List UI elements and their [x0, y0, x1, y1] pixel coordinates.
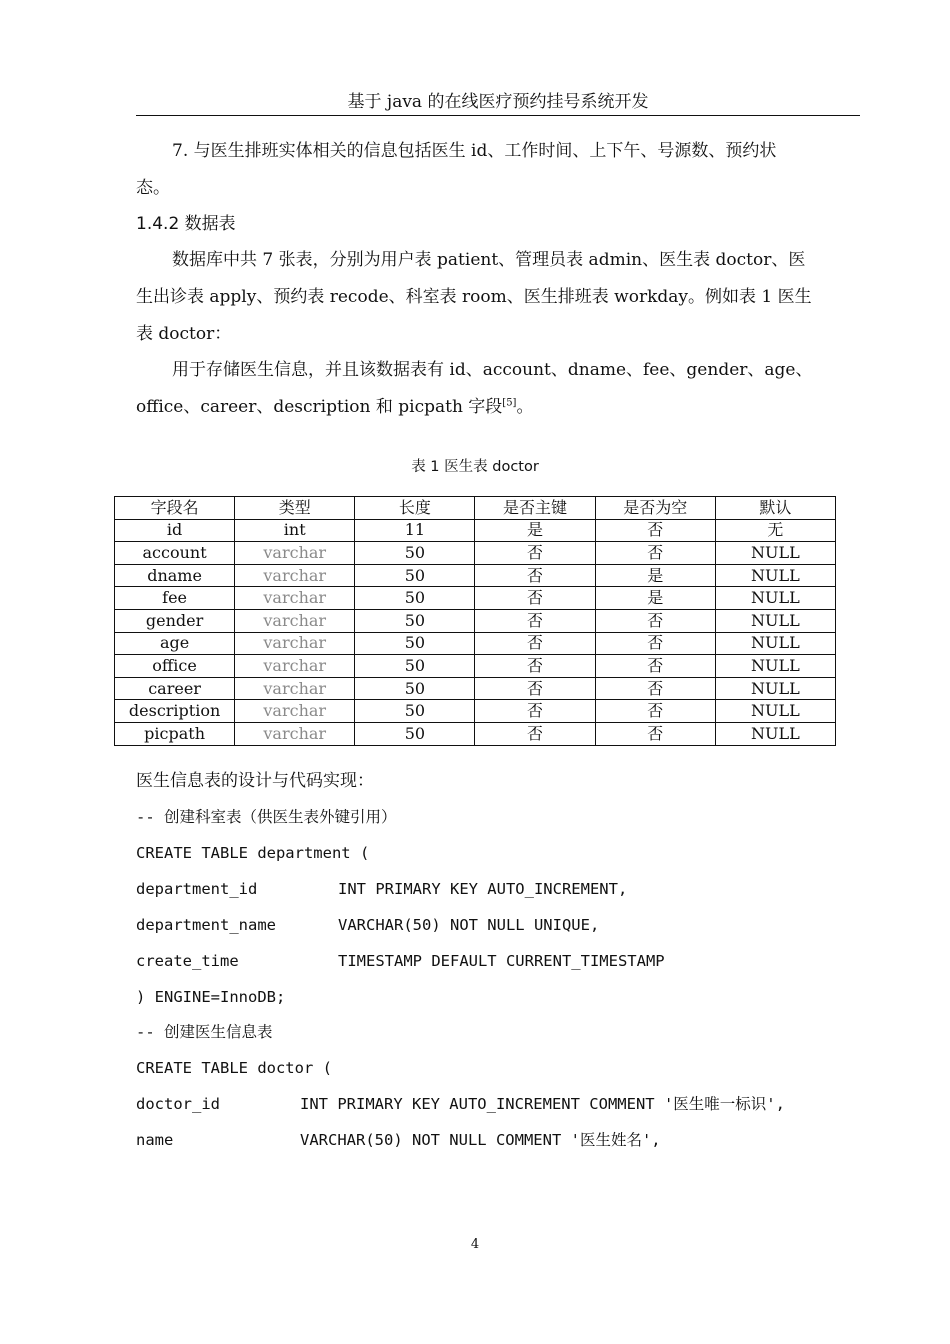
table-cell: career	[115, 677, 235, 700]
table-cell: varchar	[235, 587, 355, 610]
table-cell: 否	[595, 542, 715, 565]
table-cell: 是	[595, 564, 715, 587]
table-cell: 50	[355, 700, 475, 723]
table-cell: picpath	[115, 722, 235, 745]
table-cell: varchar	[235, 564, 355, 587]
para1-line1: 数据库中共 7 张表，分别为用户表 patient、管理员表 admin、医生表 doctor、医	[172, 250, 806, 270]
page-header: 基于 java 的在线医疗预约挂号系统开发	[347, 92, 649, 112]
table-cell: 否	[475, 542, 595, 565]
para2-end: 。	[516, 397, 534, 417]
header-cell: 类型	[235, 497, 355, 520]
table-row	[115, 542, 836, 565]
table-cell: NULL	[715, 542, 835, 565]
table-cell: dname	[115, 564, 235, 587]
table-cell: varchar	[235, 542, 355, 565]
code-create-department: CREATE TABLE department (	[136, 844, 370, 862]
table-row	[115, 632, 836, 655]
table-cell: 11	[355, 519, 475, 542]
code-name-name: name	[136, 1131, 174, 1149]
table-cell: 否	[595, 677, 715, 700]
table-cell: int	[235, 519, 355, 542]
table-cell: NULL	[715, 609, 835, 632]
page-number: 4	[470, 1237, 480, 1252]
table-cell: 50	[355, 609, 475, 632]
table-row	[115, 564, 836, 587]
table-cell: 否	[475, 564, 595, 587]
table-cell: NULL	[715, 655, 835, 678]
table-cell: gender	[115, 609, 235, 632]
code-comment-department: -- 创建科室表（供医生表外键引用）	[136, 808, 397, 826]
table-cell: 50	[355, 564, 475, 587]
table-cell: NULL	[715, 677, 835, 700]
table-header-row	[115, 497, 836, 520]
table-cell: 50	[355, 542, 475, 565]
para2-line2	[136, 395, 533, 419]
code-doctor-id-name: doctor_id	[136, 1095, 220, 1113]
table-row	[115, 677, 836, 700]
header-cell: 是否为空	[595, 497, 715, 520]
table-cell: 50	[355, 722, 475, 745]
table-cell: 50	[355, 677, 475, 700]
code-create-time-name: create_time	[136, 952, 239, 970]
code-name-def: VARCHAR(50) NOT NULL COMMENT '医生姓名',	[300, 1131, 661, 1149]
table-cell: 否	[595, 722, 715, 745]
table-cell: NULL	[715, 722, 835, 745]
item7-line2: 态。	[136, 178, 170, 198]
table-row	[115, 722, 836, 745]
table-caption: 表 1 医生表 doctor	[411, 459, 539, 475]
header-cell: 长度	[355, 497, 475, 520]
table-cell: 否	[475, 587, 595, 610]
code-comment-doctor: -- 创建医生信息表	[136, 1023, 273, 1041]
table-cell: 50	[355, 587, 475, 610]
doctor-fields-table	[114, 496, 836, 746]
citation: [5]	[502, 397, 517, 409]
table-cell: 否	[595, 519, 715, 542]
table-cell: varchar	[235, 722, 355, 745]
table-cell: 否	[475, 677, 595, 700]
table-cell: age	[115, 632, 235, 655]
code-create-doctor: CREATE TABLE doctor (	[136, 1059, 332, 1077]
code-dept-id-name: department_id	[136, 880, 258, 898]
table-cell: varchar	[235, 677, 355, 700]
table-row	[115, 609, 836, 632]
table-cell: varchar	[235, 655, 355, 678]
code-engine: ) ENGINE=InnoDB;	[136, 988, 286, 1006]
code-dept-id-def: INT PRIMARY KEY AUTO_INCREMENT,	[338, 880, 628, 898]
para1-line3: 表 doctor：	[136, 324, 232, 344]
table-cell: 50	[355, 655, 475, 678]
table-row	[115, 587, 836, 610]
item7-line1: 7. 与医生排班实体相关的信息包括医生 id、工作时间、上下午、号源数、预约状	[172, 141, 777, 161]
code-create-time-def: TIMESTAMP DEFAULT CURRENT_TIMESTAMP	[338, 952, 665, 970]
table-cell: 无	[715, 519, 835, 542]
table-cell: 是	[475, 519, 595, 542]
table-cell: 否	[475, 700, 595, 723]
code-dept-name-def: VARCHAR(50) NOT NULL UNIQUE,	[338, 916, 600, 934]
table-cell: 否	[475, 655, 595, 678]
para2-line1: 用于存储医生信息，并且该数据表有 id、account、dname、fee、gender、age、	[172, 360, 813, 380]
table-cell: id	[115, 519, 235, 542]
table-cell: varchar	[235, 700, 355, 723]
table-cell: 否	[595, 655, 715, 678]
table-cell: account	[115, 542, 235, 565]
section-heading: 1.4.2 数据表	[136, 214, 236, 234]
table-cell: fee	[115, 587, 235, 610]
code-intro: 医生信息表的设计与代码实现：	[136, 771, 374, 791]
table-cell: 否	[475, 632, 595, 655]
table-cell: NULL	[715, 587, 835, 610]
table-cell: 是	[595, 587, 715, 610]
table-row	[115, 700, 836, 723]
para1-line2: 生出诊表 apply、预约表 recode、科室表 room、医生排班表 workday。例如表 1 医生	[136, 287, 812, 307]
table-cell: office	[115, 655, 235, 678]
table-cell: NULL	[715, 632, 835, 655]
table-cell: 否	[475, 722, 595, 745]
para2-text: office、career、description 和 picpath 字段	[136, 397, 503, 417]
header-cell: 字段名	[115, 497, 235, 520]
table-cell: varchar	[235, 632, 355, 655]
table-row	[115, 519, 836, 542]
table-cell: varchar	[235, 609, 355, 632]
table-cell: 否	[595, 700, 715, 723]
header-cell: 默认	[715, 497, 835, 520]
table-cell: NULL	[715, 564, 835, 587]
table-cell: description	[115, 700, 235, 723]
table-cell: 否	[595, 609, 715, 632]
table-row	[115, 655, 836, 678]
code-dept-name-name: department_name	[136, 916, 276, 934]
table-cell: 否	[595, 632, 715, 655]
table-cell: 否	[475, 609, 595, 632]
table-cell: NULL	[715, 700, 835, 723]
code-doctor-id-def: INT PRIMARY KEY AUTO_INCREMENT COMMENT '医生唯一标识',	[300, 1095, 785, 1113]
header-rule	[136, 115, 860, 116]
table-body	[115, 519, 836, 745]
table-cell: 50	[355, 632, 475, 655]
header-cell: 是否主键	[475, 497, 595, 520]
